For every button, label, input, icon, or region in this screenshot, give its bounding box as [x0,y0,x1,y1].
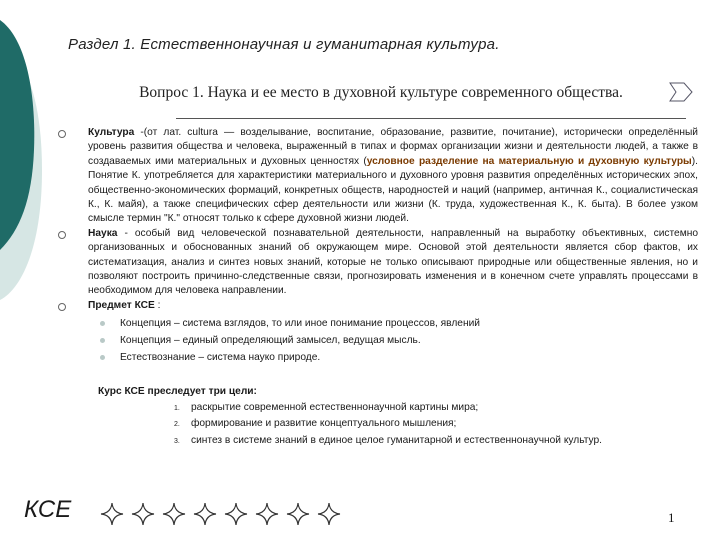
star-outline-icon [256,503,278,525]
culture-text-b: ). Понятие К. употребляется для характеристики материального и духовного уровня развития определённых исторических эпох, общественно-экономических формаций, конкретных обществ, народностей и наций (например, античная К., социалистическая К., К. майя), а также специфических сфер деятельности или жизни (К. труда, художественная К., К. быта). В более узком смысле термин "К." относят только к сфере духовной жизни людей. [88,155,698,225]
star-outline-icon [132,503,154,525]
footer-star-row [100,500,350,528]
list-item: Естествознание – система науко природе. [58,349,698,366]
goal-item: 3. синтез в системе знаний в единое целое гуманитарной и естественнонаучной культур. [174,434,602,446]
chevron-arrow-icon [668,81,694,103]
ring-bullet-icon [58,231,66,239]
dot-bullet-icon [100,321,105,326]
ring-bullet-icon [58,130,66,138]
subject-kse [58,299,698,313]
course-goals [58,385,698,449]
slide-content [58,126,698,449]
star-outline-icon [163,503,185,525]
section-header: Раздел 1. Естественнонаучная и гуманитарная культура. [68,36,500,53]
dot-bullet-icon [100,355,105,360]
title-divider [176,118,686,119]
ring-bullet-icon [58,303,66,311]
star-outline-icon [225,503,247,525]
star-outline-icon [194,503,216,525]
star-outline-icon [318,503,340,525]
footer-label: КСЕ [24,496,72,523]
definition-culture [58,126,698,227]
culture-text-a: -(от лат. cultura — возделывание, воспитание, образование, развитие, почитание), исторически определённый уровень развития общества и человека, выраженный в типах и формах организации жизни и деятельности людей, а также в создаваемых ими материальных и духовных ценностях ( [88,127,698,167]
term-science: Наука [88,227,118,239]
list-item: Концепция – единый определяющий замысел, ведущая мысль. [58,332,698,349]
course-goals-title: Курс КСЕ преследует три цели: [98,386,257,398]
list-item: Концепция – система взглядов, то или иное понимание процессов, явлений [58,315,698,332]
goal-item: 2. формирование и развитие концептуального мышления; [174,418,457,430]
star-outline-icon [287,503,309,525]
science-text: - особый вид человеческой познавательной деятельности, направленный на выработку объективных, системно организованных и обоснованных знаний об окружающем мире. Основой этой деятельности является сбор фактов, их систематизация, анализ и синтез новых знаний, которые не только описывают природные или общественные явления, но и позволяют построить причинно-следственные связи, прогнозировать изменения и в конечном счете управлять процессами в необходимом для человека направлении. [88,227,698,297]
definition-science [58,227,698,299]
culture-highlight: условное разделение на материальную и духовную культуры [366,155,692,167]
goal-item: 1. раскрытие современной естественнонаучной картины мира; [174,401,479,413]
subject-sublist [58,315,698,366]
page-number: 1 [668,510,675,525]
dot-bullet-icon [100,338,105,343]
star-outline-icon [101,503,123,525]
term-subject: Предмет КСЕ [88,299,155,311]
term-culture: Культура [88,127,135,138]
subject-text: : [154,299,161,311]
question-title: Вопрос 1. Наука и ее место в духовной культуре современного общества. [139,84,623,101]
